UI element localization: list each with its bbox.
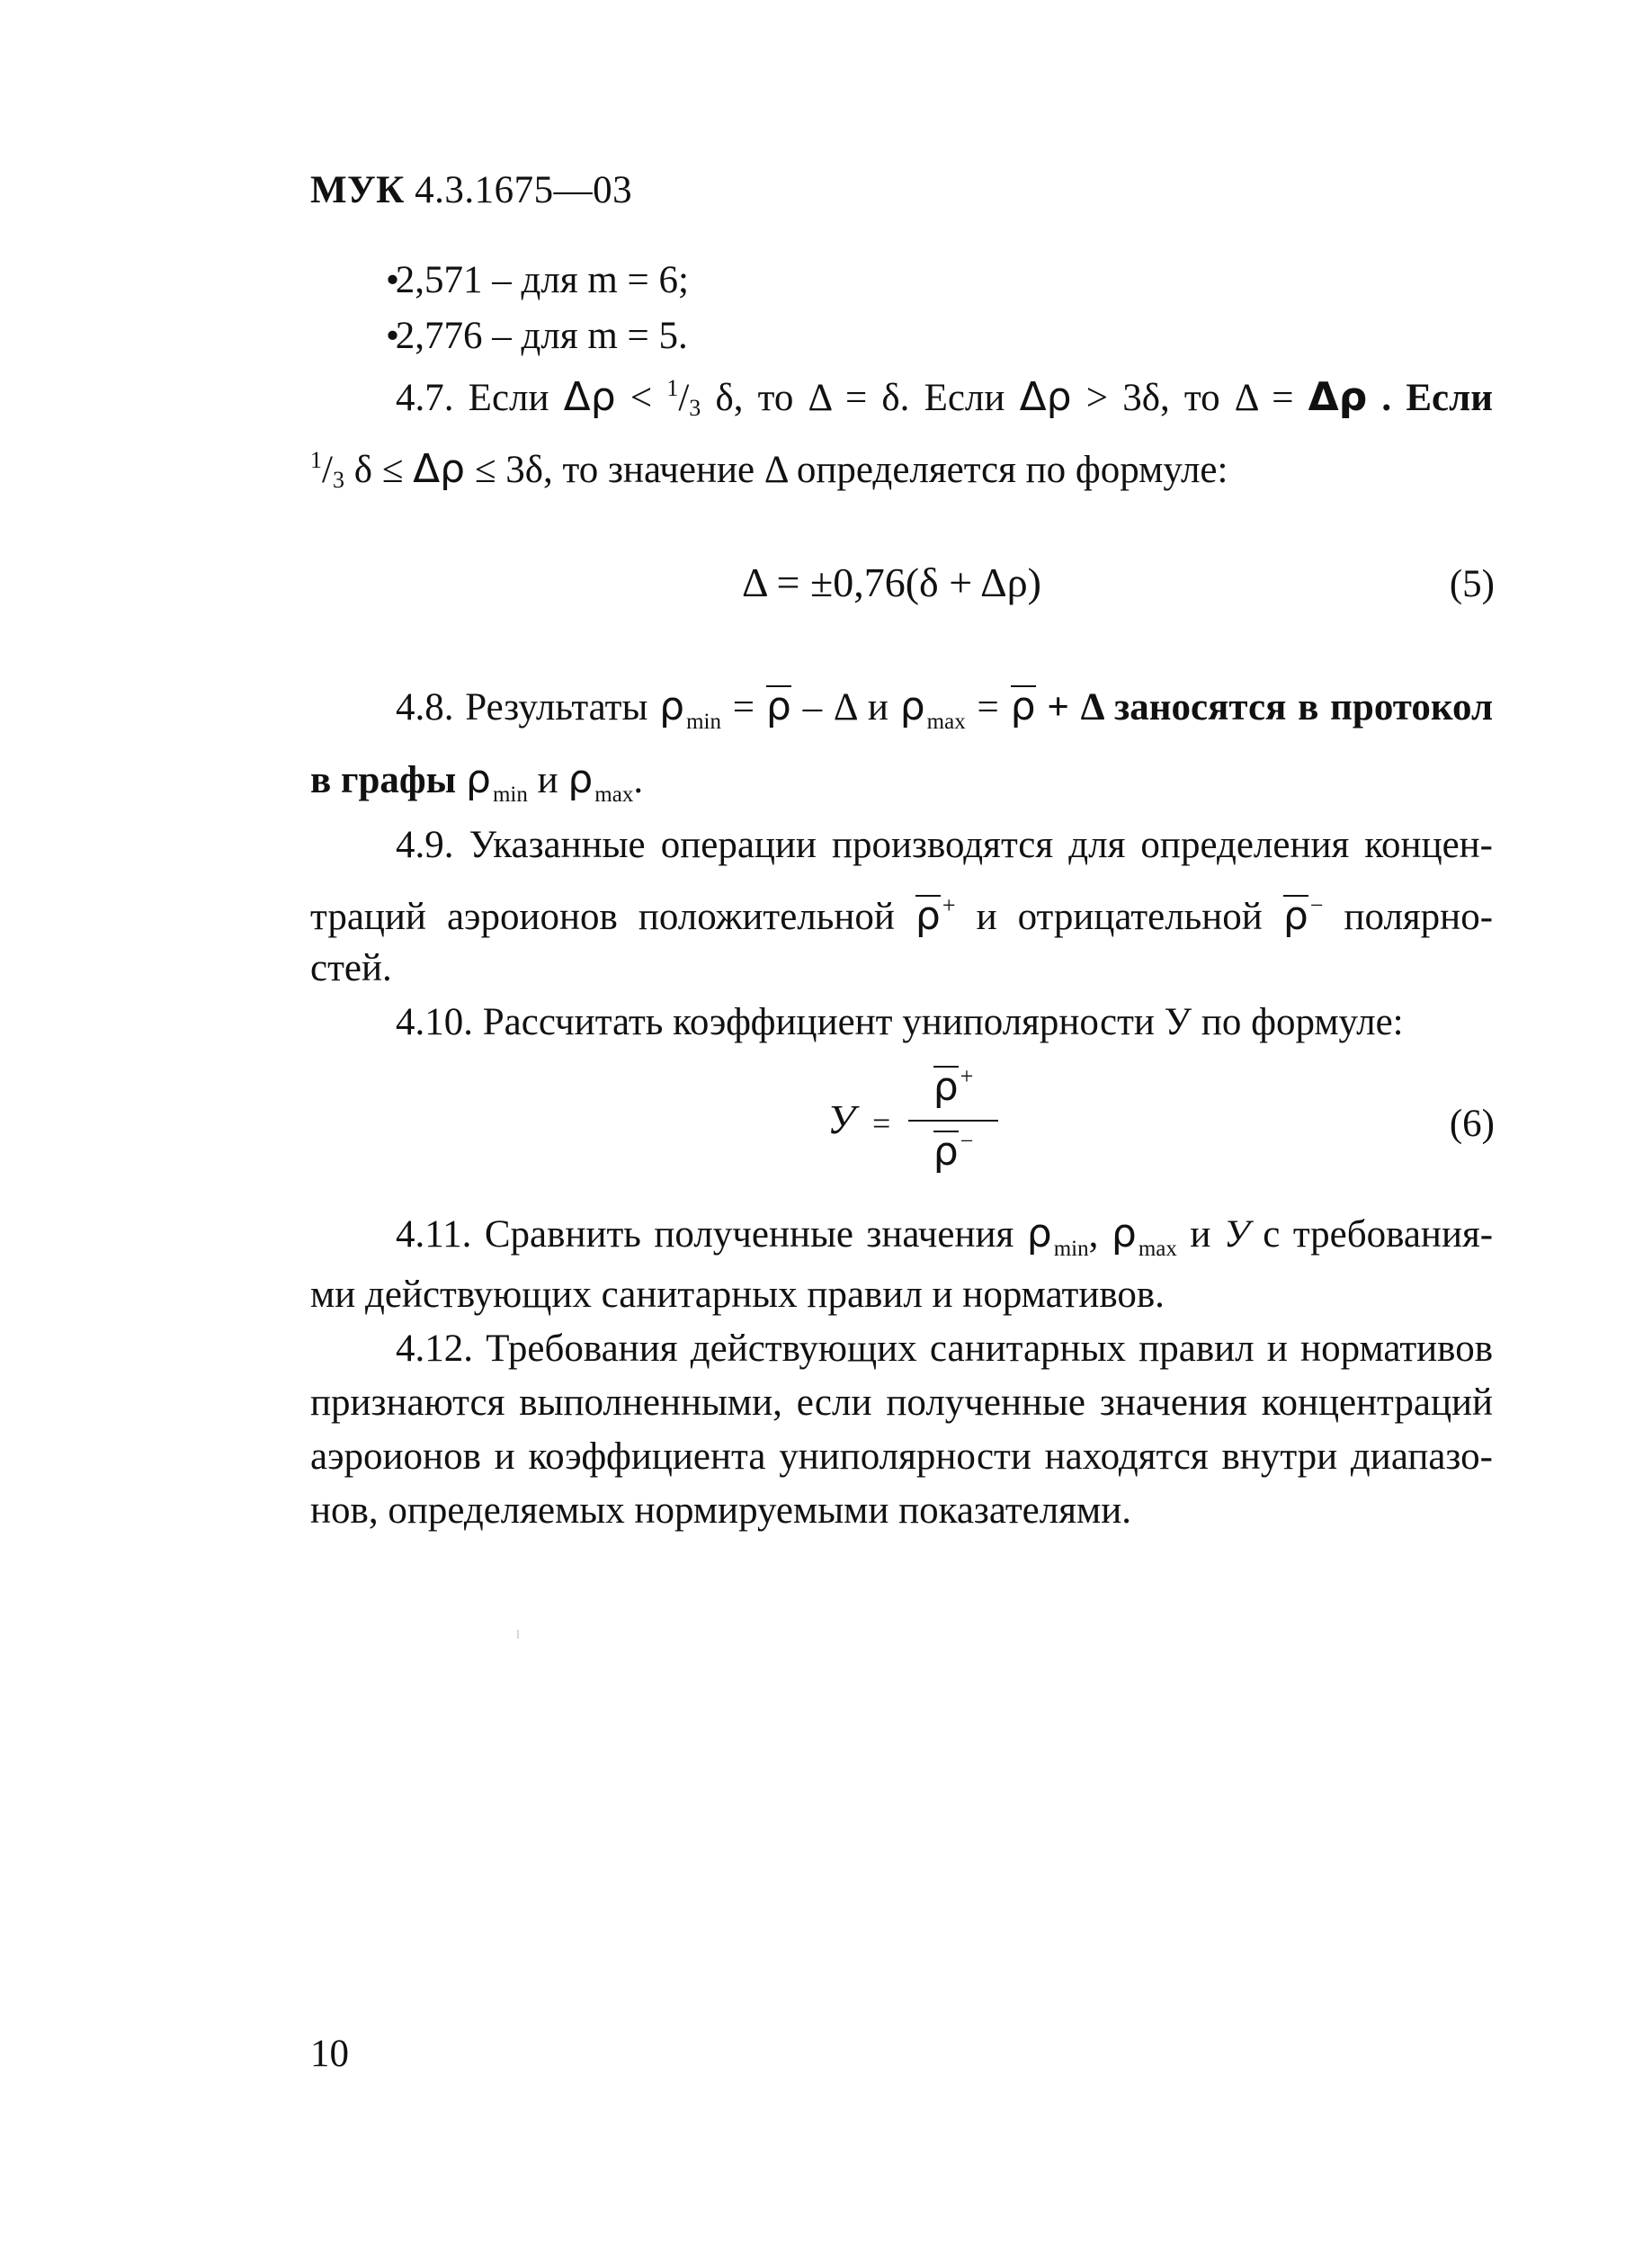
fraction-bar: [908, 1120, 998, 1122]
formula-6-lhs: У: [827, 1096, 855, 1142]
code-number: 4.3.1675—03: [415, 169, 633, 211]
paragraph-4-10: 4.10. Рассчитать коэффициент униполярности У по формуле:: [396, 1001, 1404, 1043]
fraction-numerator: ρ+: [933, 1063, 974, 1110]
equation-number-6: (6): [1449, 1103, 1495, 1145]
paragraph-4-9-line-3: стей.: [310, 947, 392, 989]
fraction-denominator: ρ−: [933, 1128, 974, 1175]
paragraph-4-9-line-1: 4.9. Указанные операции производятся для определения концен-: [396, 824, 1493, 866]
paragraph-4-9-line-2: траций аэроионов положительной ρ+ и отрицательной ρ− полярно-: [310, 892, 1494, 939]
bullet-item: • 2,571 – для m = 6;: [427, 261, 689, 300]
paragraph-4-8-line-2: в графы $\rho_{min}$ и $\rho_{max}$.: [310, 756, 644, 807]
paragraph-4-12-line-3: аэроионов и коэффициента униполярности находятся внутри диапазо-: [310, 1435, 1493, 1478]
paragraph-4-12-line-4: нов, определяемых нормируемыми показателями.: [310, 1489, 1131, 1532]
formula-5: Δ = ±0,76(δ + Δρ): [742, 559, 1041, 605]
paragraph-4-12-line-1: 4.12. Требования действующих санитарных правил и нормативов: [396, 1328, 1493, 1370]
bullet-item: • 2,776 – для m = 5.: [427, 317, 688, 355]
paragraph-4-12-line-2: признаются выполненными, если полученные значения концентраций: [310, 1381, 1493, 1424]
scan-artifact: [517, 1630, 519, 1639]
formula-6-fraction: [908, 1063, 998, 1175]
paragraph-4-11-line-2: ми действующих санитарных правил и нормативов.: [310, 1274, 1165, 1316]
page-number: 10: [310, 2033, 349, 2075]
paragraph-4-11-line-1: 4.11. Сравнить полученные значения $\rho_{min}$, $\rho_{max}$ и У с требования-: [396, 1211, 1494, 1261]
paragraph-4-7-line-2: $^1$/3 δ ≤ Δρ ≤ 3δ, то значение Δ определяется по формуле:: [310, 446, 1228, 493]
code-prefix: МУК: [310, 169, 405, 211]
equation-number-5: (5): [1449, 563, 1495, 605]
paragraph-4-8-line-1: 4.8. Результаты $\rho_{min} = \rho - \Delta$ и $\rho_{max} = \rho + \Delta$ заносятся в протокол: [396, 684, 1494, 734]
document-code-header: [310, 171, 632, 210]
formula-6-equals: =: [872, 1105, 891, 1141]
paragraph-4-7-line-1: 4.7. Если Δρ < $^1$/3 δ, то Δ = δ. Если Δρ > 3δ, то Δ = Δρ . Если: [396, 374, 1493, 421]
